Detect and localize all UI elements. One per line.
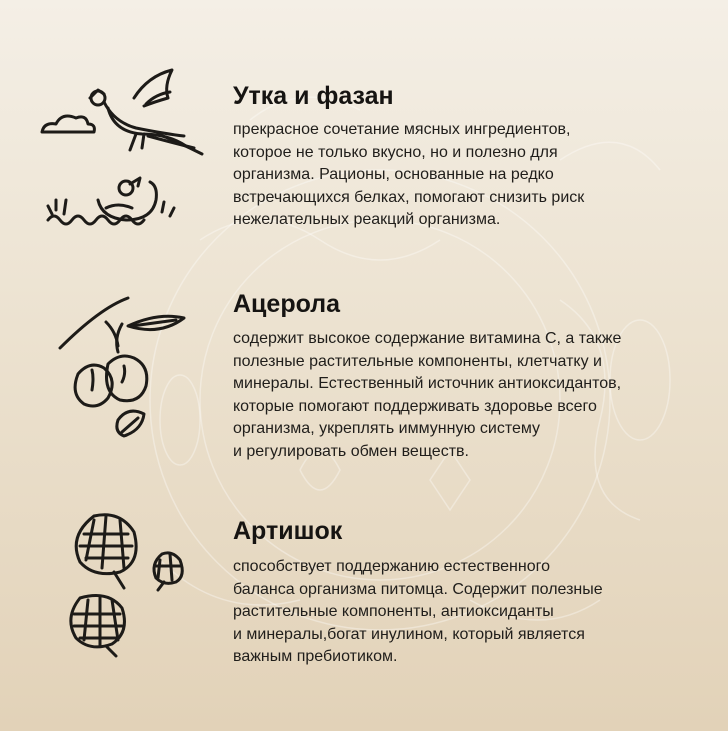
section-description: способствует поддержанию естественного баланса организма питомца. Содержит полезные растительные компоненты, антиоксиданты и минералы,богат инулином, который является важным пребиотиком. [233, 558, 603, 665]
pheasant-and-duck-icon [38, 68, 213, 233]
acerola-branch-icon [56, 292, 191, 457]
section-title: Утка и фазан [233, 82, 394, 110]
section-title: Артишок [233, 517, 343, 545]
section-title: Ацерола [233, 290, 341, 318]
section-description: содержит высокое содержание витамина С, а также полезные растительные компоненты, клетчатку и минералы. Естественный источник антиоксидантов, которые помогают поддерживать здоровье всего организма, укреплять иммунную систему и регулировать обмен веществ. [233, 330, 622, 460]
section-description: прекрасное сочетание мясных ингредиентов, которое не только вкусно, но и полезно для организма. Рационы, основанные на редко встречающихся белках, помогают снизить риск нежелательных реакций организма. [233, 121, 585, 228]
artichoke-icon [66, 510, 196, 660]
